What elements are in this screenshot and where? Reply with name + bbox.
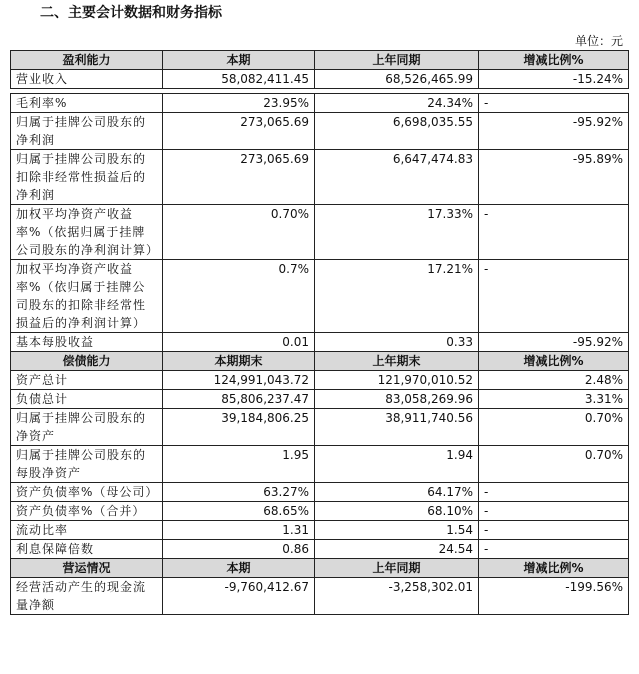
prior-value: 68.10% (315, 502, 479, 521)
prior-value: 17.21% (315, 260, 479, 333)
item-label: 资产总计 (11, 371, 163, 390)
change-value: -199.56% (479, 578, 629, 615)
table-row (11, 521, 629, 540)
prior-value: 1.94 (315, 446, 479, 483)
change-value: -95.89% (479, 150, 629, 205)
current-value: 0.01 (163, 333, 315, 352)
header-cell: 盈利能力 (11, 51, 163, 70)
unit-label: 单位：元 (574, 34, 623, 48)
prior-value: 83,058,269.96 (315, 390, 479, 409)
item-label: 资产负债率%（母公司） (11, 483, 163, 502)
current-value: 1.95 (163, 446, 315, 483)
table-row (11, 113, 629, 150)
prior-value: 121,970,010.52 (315, 371, 479, 390)
current-value: 0.70% (163, 205, 315, 260)
change-value: - (479, 483, 629, 502)
header-cell: 增减比例% (479, 352, 629, 371)
table-row (11, 94, 629, 113)
header-cell: 本期期末 (163, 352, 315, 371)
profit-header-row (11, 51, 629, 70)
item-label: 营业收入 (11, 70, 163, 89)
prior-value: -3,258,302.01 (315, 578, 479, 615)
operation-header-row (11, 559, 629, 578)
table-row (11, 371, 629, 390)
table-row (11, 446, 629, 483)
change-value: -95.92% (479, 113, 629, 150)
current-value: 0.7% (163, 260, 315, 333)
prior-value: 0.33 (315, 333, 479, 352)
table-row (11, 205, 629, 260)
table-row (11, 390, 629, 409)
item-label: 流动比率 (11, 521, 163, 540)
change-value: - (479, 205, 629, 260)
item-label: 毛利率% (11, 94, 163, 113)
change-value: 0.70% (479, 446, 629, 483)
change-value: - (479, 94, 629, 113)
prior-value: 38,911,740.56 (315, 409, 479, 446)
header-cell: 本期 (163, 51, 315, 70)
item-label: 归属于挂牌公司股东的扣除非经常性损益后的净利润 (11, 150, 163, 205)
change-value: 2.48% (479, 371, 629, 390)
table-row (11, 333, 629, 352)
item-label: 归属于挂牌公司股东的每股净资产 (11, 446, 163, 483)
header-cell: 增减比例% (479, 51, 629, 70)
table-row (11, 260, 629, 333)
item-label: 利息保障倍数 (11, 540, 163, 559)
prior-value: 64.17% (315, 483, 479, 502)
prior-value: 24.34% (315, 94, 479, 113)
current-value: 39,184,806.25 (163, 409, 315, 446)
prior-value: 17.33% (315, 205, 479, 260)
solvency-header-row (11, 352, 629, 371)
current-value: 1.31 (163, 521, 315, 540)
item-label: 归属于挂牌公司股东的净利润 (11, 113, 163, 150)
header-cell: 上年同期 (315, 559, 479, 578)
header-cell: 上年同期 (315, 51, 479, 70)
item-label: 基本每股收益 (11, 333, 163, 352)
prior-value: 68,526,465.99 (315, 70, 479, 89)
header-cell: 偿债能力 (11, 352, 163, 371)
prior-value: 6,647,474.83 (315, 150, 479, 205)
change-value: -15.24% (479, 70, 629, 89)
current-value: 68.65% (163, 502, 315, 521)
table-row (11, 578, 629, 615)
current-value: 63.27% (163, 483, 315, 502)
change-value: 3.31% (479, 390, 629, 409)
header-cell: 本期 (163, 559, 315, 578)
table-row (11, 502, 629, 521)
change-value: 0.70% (479, 409, 629, 446)
item-label: 负债总计 (11, 390, 163, 409)
current-value: 124,991,043.72 (163, 371, 315, 390)
table-row (11, 70, 629, 89)
current-value: -9,760,412.67 (163, 578, 315, 615)
current-value: 85,806,237.47 (163, 390, 315, 409)
header-cell: 营运情况 (11, 559, 163, 578)
current-value: 0.86 (163, 540, 315, 559)
current-value: 58,082,411.45 (163, 70, 315, 89)
table-row (11, 483, 629, 502)
table-row (11, 150, 629, 205)
prior-value: 1.54 (315, 521, 479, 540)
current-value: 273,065.69 (163, 150, 315, 205)
financial-indicators-table (10, 50, 629, 615)
table-row (11, 409, 629, 446)
section-heading (6, 2, 222, 22)
table-row (11, 540, 629, 559)
change-value: - (479, 260, 629, 333)
header-cell: 上年期末 (315, 352, 479, 371)
item-label: 加权平均净资产收益率%（依归属于挂牌公司股东的扣除非经常性损益后的净利润计算） (11, 260, 163, 333)
item-label: 资产负债率%（合并） (11, 502, 163, 521)
change-value: - (479, 502, 629, 521)
header-cell: 增减比例% (479, 559, 629, 578)
current-value: 273,065.69 (163, 113, 315, 150)
current-value: 23.95% (163, 94, 315, 113)
section-title: 主要会计数据和财务指标 (68, 5, 222, 21)
section-number: 二、 (40, 5, 68, 21)
item-label: 加权平均净资产收益率%（依据归属于挂牌公司股东的净利润计算） (11, 205, 163, 260)
item-label: 归属于挂牌公司股东的净资产 (11, 409, 163, 446)
change-value: - (479, 521, 629, 540)
prior-value: 6,698,035.55 (315, 113, 479, 150)
prior-value: 24.54 (315, 540, 479, 559)
change-value: - (479, 540, 629, 559)
item-label: 经营活动产生的现金流量净额 (11, 578, 163, 615)
change-value: -95.92% (479, 333, 629, 352)
